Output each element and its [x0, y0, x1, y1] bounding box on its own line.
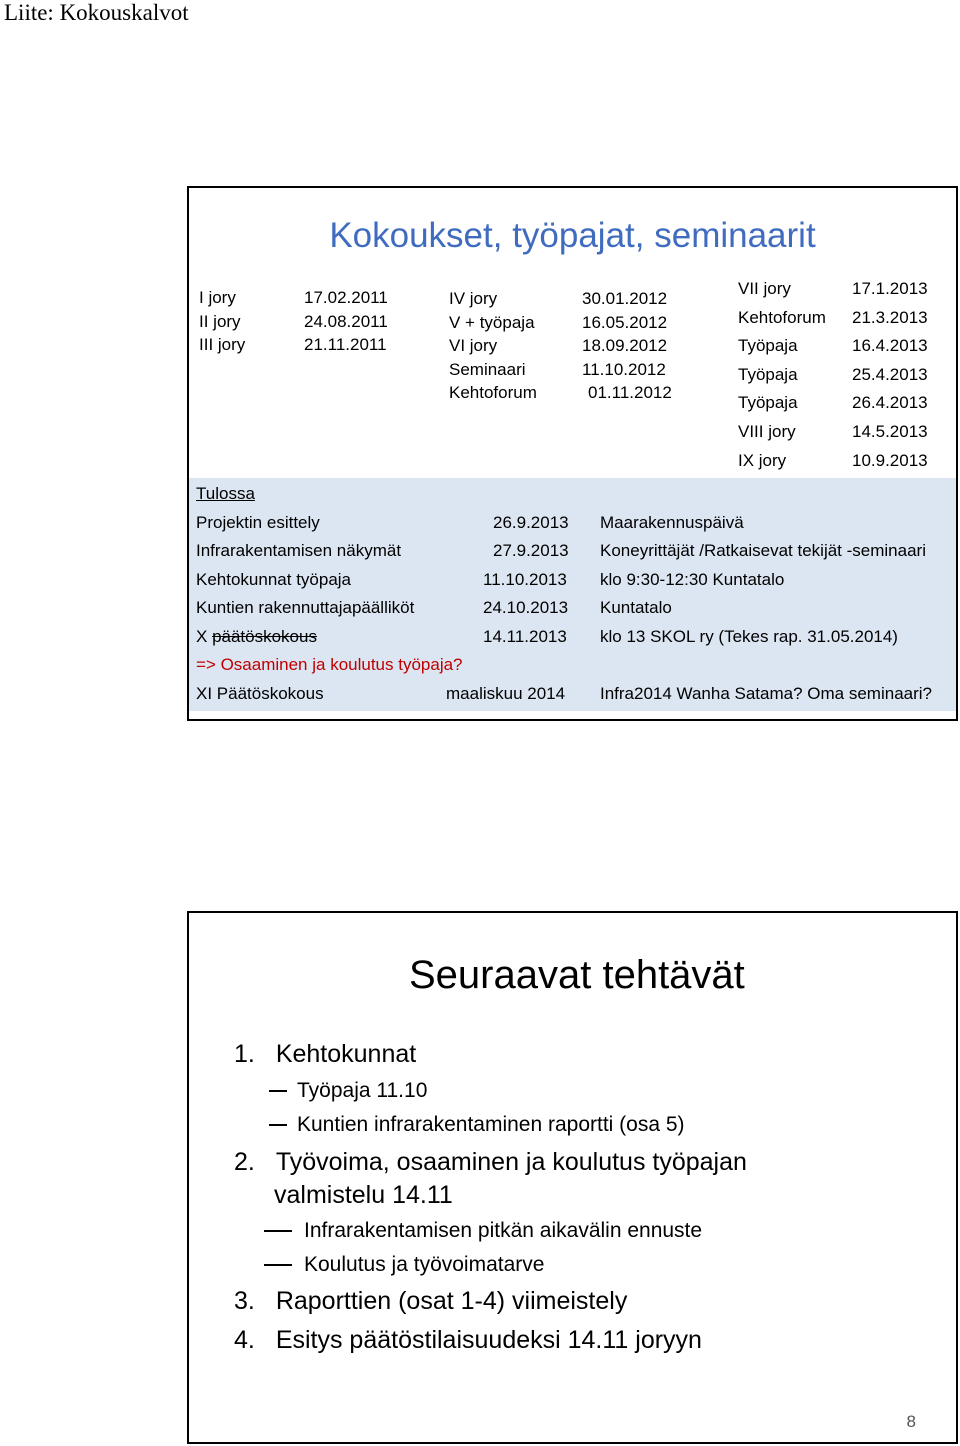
- event-note: Koneyrittäjät /Ratkaisevat tekijät -seminaari: [600, 541, 926, 560]
- meeting-date: 25.4.2013: [852, 364, 928, 384]
- upcoming-row: [189, 651, 956, 679]
- meeting-name: IV jory: [449, 289, 498, 308]
- upcoming-row: [189, 680, 956, 708]
- event-date: 11.10.2013: [483, 570, 567, 589]
- task-item: [234, 1287, 627, 1316]
- upcoming-row: [189, 566, 956, 594]
- meeting-column-1: [199, 286, 245, 357]
- task-item: [234, 1148, 747, 1177]
- event-note: klo 13 SKOL ry (Tekes rap. 31.05.2014): [600, 627, 898, 646]
- subtask-item: [264, 1219, 702, 1243]
- slide-meetings: [187, 186, 958, 721]
- event-date: maaliskuu 2014: [446, 684, 566, 703]
- task-number: 3.: [234, 1287, 255, 1315]
- document-title: Liite: Kokouskalvot: [4, 0, 189, 25]
- meeting-date: 17.1.2013: [852, 279, 928, 298]
- meeting-date: 26.4.2013: [852, 393, 928, 413]
- event-name: Kehtokunnat työpaja: [196, 570, 352, 589]
- subtask-text: Infrarakentamisen pitkän aikavälin ennuste: [304, 1219, 703, 1242]
- event-date: 27.9.2013: [493, 541, 569, 560]
- event-note: klo 9:30-12:30 Kuntatalo: [600, 570, 785, 589]
- task-text-continued: valmistelu 14.11: [274, 1181, 453, 1209]
- meeting-name: Seminaari: [449, 359, 526, 379]
- event-name: Infrarakentamisen näkymät: [196, 541, 402, 560]
- meeting-column-2: [449, 287, 537, 405]
- meeting-name: VII jory: [738, 279, 791, 298]
- event-note: Infra2014 Wanha Satama? Oma seminaari?: [600, 684, 932, 703]
- subtask-item: [269, 1079, 427, 1103]
- meeting-date: 16.05.2012: [582, 312, 668, 332]
- subtask-item: [269, 1113, 685, 1137]
- meeting-column-2-dates: [582, 287, 672, 405]
- event-name-prefix: X: [196, 627, 213, 646]
- meeting-name: V + työpaja: [449, 312, 535, 332]
- task-text: Raporttien (osat 1-4) viimeistely: [275, 1287, 628, 1315]
- meeting-name: Työpaja: [738, 393, 798, 413]
- event-name-struck: päätöskokous: [212, 627, 317, 646]
- meeting-date: 10.9.2013: [852, 450, 928, 470]
- subtask-item: [264, 1253, 544, 1277]
- page-number: 8: [906, 1412, 916, 1431]
- upcoming-heading: Tulossa: [196, 484, 255, 503]
- meeting-date: 11.10.2012: [582, 359, 666, 379]
- meeting-date: 16.4.2013: [852, 336, 928, 356]
- task-number: 2.: [234, 1148, 255, 1176]
- meeting-name: VI jory: [449, 336, 498, 355]
- upcoming-row: [189, 594, 956, 622]
- meeting-name: IX jory: [738, 450, 787, 470]
- subtask-text: Koulutus ja työvoimatarve: [304, 1253, 545, 1276]
- event-name: [196, 623, 317, 651]
- meeting-column-3: [738, 275, 826, 475]
- meeting-name: Kehtoforum: [738, 307, 826, 327]
- slide-next-tasks: [187, 911, 958, 1444]
- meeting-date: 14.5.2013: [852, 421, 928, 441]
- slide-title: Seuraavat tehtävät: [409, 953, 745, 997]
- dash-bullet: [269, 1124, 287, 1126]
- event-note: Maarakennuspäivä: [600, 513, 744, 532]
- upcoming-row: [189, 623, 956, 651]
- meeting-date: 17.02.2011: [304, 288, 388, 307]
- meeting-date: 01.11.2012: [588, 383, 672, 402]
- upcoming-section: [189, 478, 956, 711]
- dash-bullet: [264, 1264, 292, 1266]
- event-note: Kuntatalo: [600, 598, 672, 617]
- meeting-date: 30.01.2012: [582, 289, 668, 308]
- meeting-name: Työpaja: [738, 364, 798, 384]
- event-highlight: => Osaaminen ja koulutus työpaja?: [196, 655, 463, 674]
- meeting-name: VIII jory: [738, 421, 796, 441]
- event-date: 26.9.2013: [493, 513, 569, 532]
- task-item: [234, 1326, 702, 1355]
- event-date: 24.10.2013: [483, 598, 569, 617]
- dash-bullet: [269, 1090, 287, 1092]
- event-date: 14.11.2013: [483, 627, 567, 646]
- task-text: Kehtokunnat: [275, 1040, 417, 1068]
- meeting-column-3-dates: [852, 275, 928, 475]
- task-text: Työvoima, osaaminen ja koulutus työpajan: [275, 1148, 747, 1176]
- meeting-name: Työpaja: [738, 336, 798, 356]
- event-name: Projektin esittely: [196, 513, 320, 532]
- meeting-name: Kehtoforum: [449, 383, 537, 402]
- meeting-name: I jory: [199, 288, 236, 307]
- event-name: XI Päätöskokous: [196, 684, 324, 703]
- meeting-name: II jory: [199, 311, 241, 331]
- meeting-date: 24.08.2011: [304, 311, 388, 331]
- meeting-column-1-dates: [304, 286, 388, 357]
- task-number: 4.: [234, 1326, 255, 1354]
- subtask-text: Kuntien infrarakentaminen raportti (osa 5): [297, 1113, 685, 1136]
- meeting-date: 18.09.2012: [582, 336, 668, 355]
- meeting-name: III jory: [199, 335, 246, 354]
- event-name: Kuntien rakennuttajapäälliköt: [196, 598, 415, 617]
- subtask-text: Työpaja 11.10: [297, 1079, 428, 1102]
- upcoming-row: [189, 509, 956, 537]
- task-text: Esitys päätöstilaisuudeksi 14.11 joryyn: [275, 1326, 702, 1354]
- meeting-date: 21.3.2013: [852, 307, 928, 327]
- task-number: 1.: [234, 1040, 255, 1068]
- upcoming-row: [189, 537, 956, 565]
- dash-bullet: [264, 1230, 292, 1232]
- slide-title: Kokoukset, työpajat, seminaarit: [329, 216, 816, 255]
- meeting-date: 21.11.2011: [304, 335, 387, 354]
- task-item: [234, 1040, 416, 1069]
